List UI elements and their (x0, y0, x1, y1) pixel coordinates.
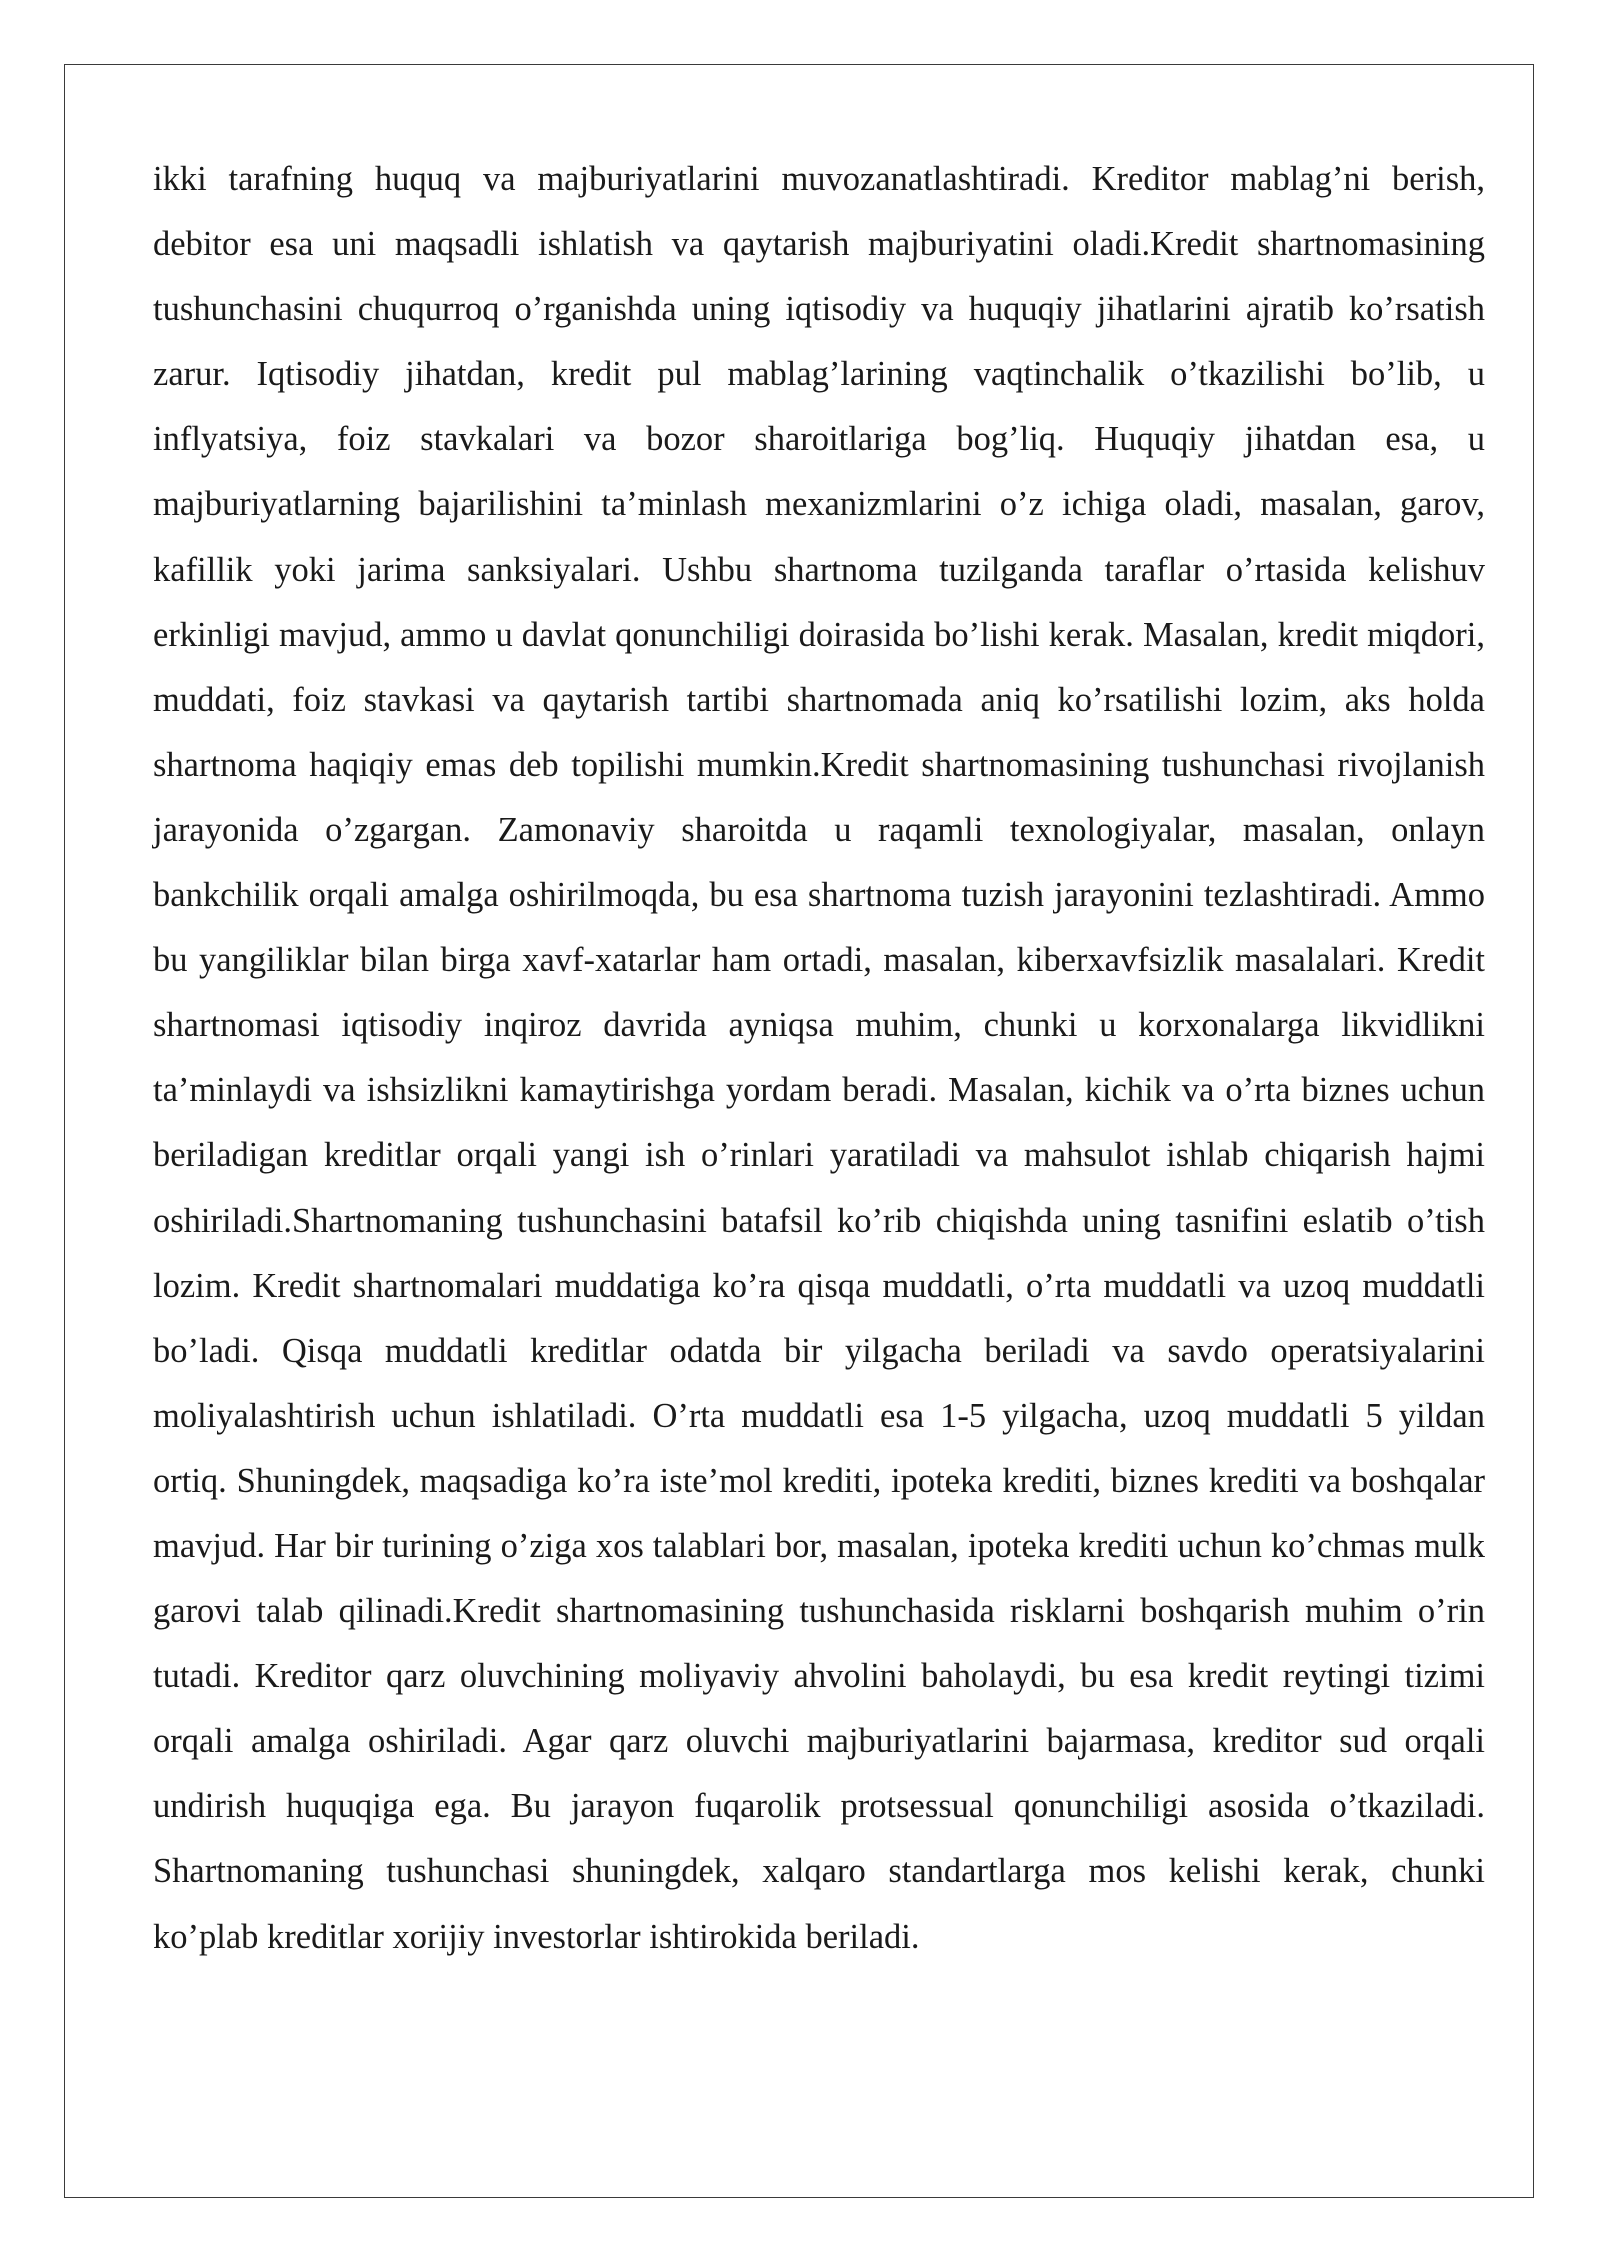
body-paragraph: ikki tarafning huquq va majburiyatlarini muvozanatlashtiradi. Kreditor mablag’ni berish, debitor esa uni maqsadli ishlatish va qaytarish majburiyatini oladi.Kredit shartnomasining tushunchasini chuqurroq o’rganishda uning iqtisodiy va huquqiy jihatlarini ajratib ko’rsatish zarur. Iqtisodiy jihatdan, kredit pul mablag’larining vaqtinchalik o’tkazilishi bo’lib, u inflyatsiya, foiz stavkalari va bozor sharoitlariga bog’liq. Huquqiy jihatdan esa, u majburiyatlarning bajarilishini ta’minlash mexanizmlarini o’z ichiga oladi, masalan, garov, kafillik yoki jarima sanksiyalari. Ushbu shartnoma tuzilganda taraflar o’rtasida kelishuv erkinligi mavjud, ammo u davlat qonunchiligi doirasida bo’lishi kerak. Masalan, kredit miqdori, muddati, foiz stavkasi va qaytarish tartibi shartnomada aniq ko’rsatilishi lozim, aks holda shartnoma haqiqiy emas deb topilishi mumkin.Kredit shartnomasining tushunchasi rivojlanish jarayonida o’zgargan. Zamonaviy sharoitda u raqamli texnologiyalar, masalan, onlayn bankchilik orqali amalga oshirilmoqda, bu esa shartnoma tuzish jarayonini tezlashtiradi. Ammo bu yangiliklar bilan birga xavf-xatarlar ham ortadi, masalan, kiberxavfsizlik masalalari. Kredit shartnomasi iqtisodiy inqiroz davrida ayniqsa muhim, chunki u korxonalarga likvidlikni ta’minlaydi va ishsizlikni kamaytirishga yordam beradi. Masalan, kichik va o’rta biznes uchun beriladigan kreditlar orqali yangi ish o’rinlari yaratiladi va mahsulot ishlab chiqarish hajmi oshiriladi.Shartnomaning tushunchasini batafsil ko’rib chiqishda uning tasnifini eslatib o’tish lozim. Kredit shartnomalari muddatiga ko’ra qisqa muddatli, o’rta muddatli va uzoq muddatli bo’ladi. Qisqa muddatli kreditlar odatda bir yilgacha beriladi va savdo operatsiyalarini moliyalashtirish uchun ishlatiladi. O’rta muddatli esa 1-5 yilgacha, uzoq muddatli 5 yildan ortiq. Shuningdek, maqsadiga ko’ra iste’mol krediti, ipoteka krediti, biznes krediti va boshqalar mavjud. Har bir turining o’ziga xos talablari bor, masalan, ipoteka krediti uchun ko’chmas mulk garovi talab qilinadi.Kredit shartnomasining tushunchasida risklarni boshqarish muhim o’rin tutadi. Kreditor qarz oluvchining moliyaviy ahvolini baholaydi, bu esa kredit reytingi tizimi orqali amalga oshiriladi. Agar qarz oluvchi majburiyatlarini bajarmasa, kreditor sud orqali undirish huquqiga ega. Bu jarayon fuqarolik protsessual qonunchiligi asosida o’tkaziladi. Shartnomaning tushunchasi shuningdek, xalqaro standartlarga mos kelishi kerak, chunki ko’plab kreditlar xorijiy investorlar ishtirokida beriladi. (153, 160, 1485, 1956)
